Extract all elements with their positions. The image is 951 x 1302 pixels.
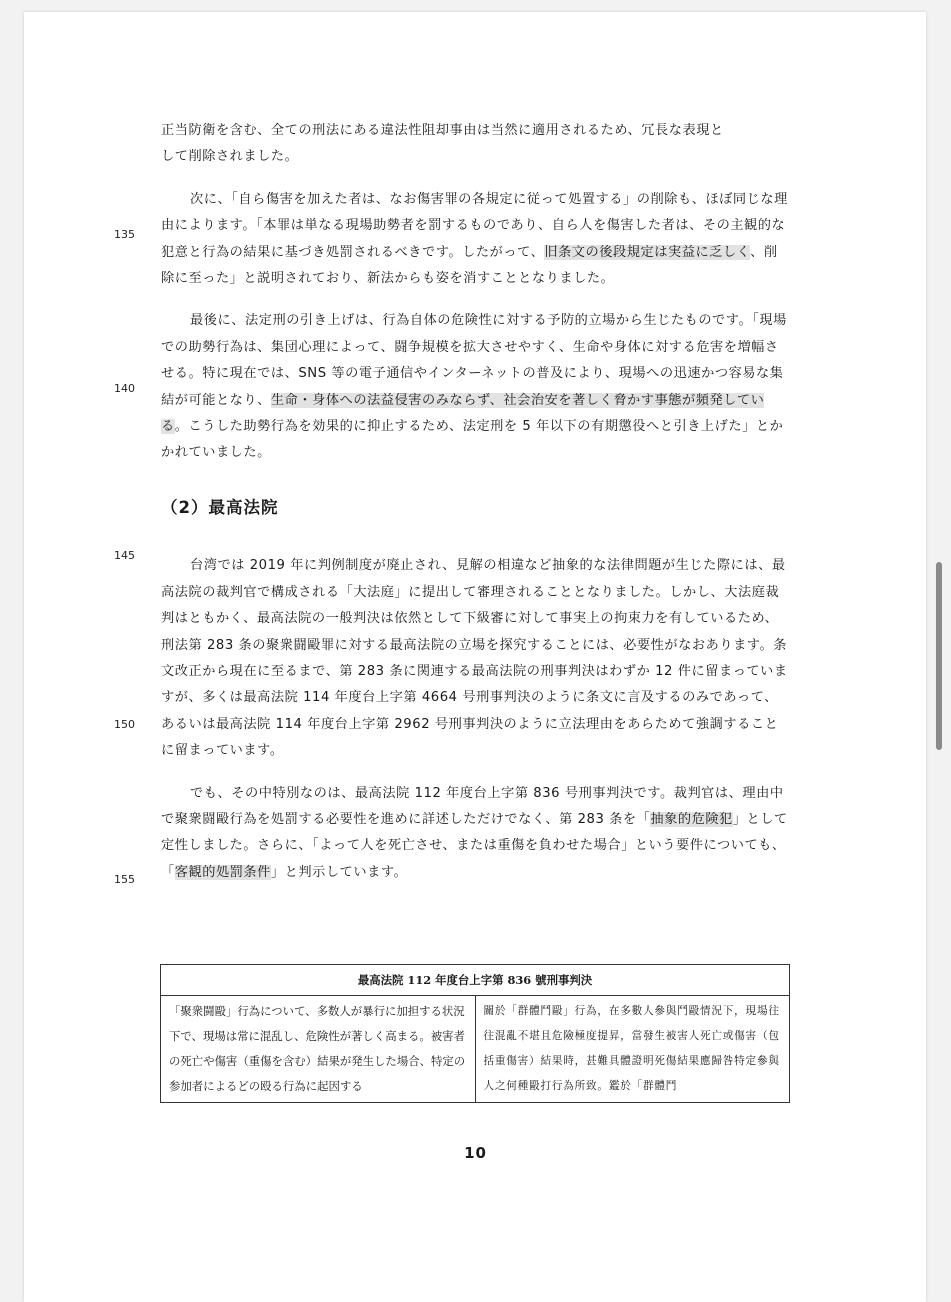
paragraph-1: [161, 118, 788, 171]
line-number: 135: [114, 228, 135, 241]
highlighted-text: 抽象的危険犯: [650, 811, 733, 827]
body-text: [161, 118, 788, 886]
page-number: 10: [464, 1144, 487, 1162]
section-heading: （2）最高法院: [161, 497, 279, 517]
paragraph-2: [161, 187, 788, 293]
scrollbar-thumb[interactable]: [936, 562, 942, 750]
text-run: 。こうした助勢行為を効果的に抑止するため、法定刑を 5 年以下の有期懲役へと引き上げた」とかかれていました。: [161, 419, 784, 461]
paragraph-line: 正当防衛を含む、全ての刑法にある違法性阻却事由は当然に適用されるため、冗長な表現と: [161, 123, 724, 138]
line-number: 150: [114, 718, 135, 731]
comparison-table: [160, 964, 790, 1103]
text-run: 、削除に至った」と説明されており、新法からも姿を消すこととなりました。: [161, 244, 778, 287]
text-run: 」と判示しています。: [270, 864, 408, 880]
table-cell-chinese: 關於「群體鬥毆」行為，在多數人參與鬥毆情況下，現場往往混亂不堪且危險極度提昇，當發生被害人死亡或傷害（包括重傷害）結果時，甚難具體證明死傷結果應歸咎特定參與人之何種毆打行為所致。鑑於「群體鬥: [475, 996, 790, 1103]
table-title: 最高法院 112 年度台上字第 836 號刑事判決: [161, 965, 790, 996]
text-run: 次に、「自ら傷害を加えた者は、なお傷害罪の各規定に従って処置する」の削除も、ほぼ同じな理由によります。「本罪は単なる現場助勢者を罰するものであり、自ら人を傷害した者は、その主観的な犯意と行為の結果に基づき処罰されるべきです。したがって、: [161, 191, 788, 260]
highlighted-text: 客観的処罰条件: [174, 864, 271, 880]
table-cell-japanese: 「聚衆闘毆」行為について、多数人が暴行に加担する状況下で、現場は常に混乱し、危険性が著しく高まる。被害者の死亡や傷害（重傷を含む）結果が発生した場合、特定の参加者によるどの殴る行為に起因する: [161, 996, 476, 1103]
line-number: 145: [114, 549, 135, 562]
text-run: でも、その中特別なのは、最高法院 112 年度台上字第 836 号刑事判決です。裁判官は、理由中で聚衆闘毆行為を処罰する必要性を進めに詳述しただけでなく、第 283 条を「: [161, 785, 784, 827]
paragraph-4: 台湾では 2019 年に判例制度が廃止され、見解の相違など抽象的な法律問題が生じた際には、最高法院の裁判官で構成される「大法庭」に提出して審理されることとなりました。しかし、大法庭裁判はともかく、最高法院の一般判決は依然として下級審に対して事実上の拘束力を有しているため、刑法第 283 条の聚衆闘毆罪に対する最高法院の立場を探究することには、必要性がなおあります。条文改正から現在に至るまで、第 283 条に関連する最高法院の刑事判決はわずか 12 件に留まっていますが、多くは最高法院 114 年度台上字第 4664 号刑事判決のように条文に言及するのみであって、あるいは最高法院 114 年度台上字第 2962 号刑事判決のように立法理由をあらためて強調することに留まっています。: [161, 558, 788, 759]
highlighted-text: 旧条文の後段規定は実益に乏しく: [544, 244, 751, 260]
line-number: 155: [114, 873, 135, 886]
paragraph-3: [161, 308, 788, 466]
paragraph-5: [161, 781, 788, 887]
highlighted-text: 生命・身体への法益侵害のみならず、社会治安を著しく脅かす事態が頻発している: [161, 392, 765, 435]
text-run: 最後に、法定刑の引き上げは、行為自体の危険性に対する予防的立場から生じたものです。「現場での助勢行為は、集団心理によって、闘争規模を拡大させやすく、生命や身体に対する危害を増幅させる。特に現在では、SNS 等の電子通信やインターネットの普及により、現場への迅速かつ容易な集結が可能となり、: [161, 313, 787, 408]
text-run: 」として定性しました。さらに、「よって人を死亡させ、または重傷を負わせた場合」という要件についても、「: [161, 811, 788, 880]
table-row: [161, 996, 790, 1103]
paragraph-line: して削除されました。: [161, 149, 299, 165]
line-number: 140: [114, 382, 135, 395]
